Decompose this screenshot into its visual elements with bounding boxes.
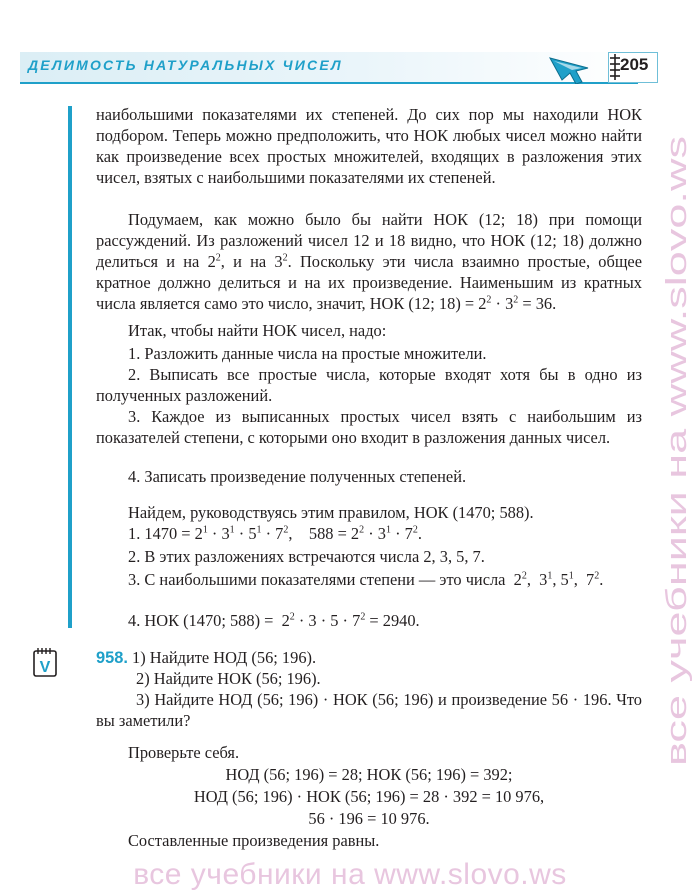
- example-step-1: 1. $1470 = 2^1 \cdot 3^1 \cdot 5^1 \cdot 7^2$, $588 = 2^2 \cdot 3^1 \cdot 7^2$.: [128, 524, 422, 543]
- example-step-2: 2. В этих разложениях встречаются числа 2, 3, 5, 7.: [128, 547, 485, 566]
- paragraph-intro: наибольшими показателями их степеней. До сих пор мы находили НОК подбором. Теперь можно предположить, что НОК любых чисел можно найти как произведение всех простых множителей, входящих в разложения этих чисел, взятых с наибольшими показателями их степеней.: [96, 105, 642, 187]
- check-line-3: 56 · 196 = 10 976.: [308, 809, 430, 828]
- paragraph-reasoning: Подумаем, как можно было бы найти НОК (12; 18) при помощи рассуждений. Из разложений чисел 12 и 18 видно, что НОК (12; 18) должно делиться и на $2^2$, и на $3^2$. Поскольку эти числа взаимно простые, общее кратное должно делиться и на их произведение. Наименьшим из кратных числа является само это число, значит, НОК (12; $18) = 2^2 \cdot 3^2 = 36$.: [96, 210, 642, 313]
- bottom-watermark: все учебники на www.slovo.ws: [133, 858, 567, 891]
- check-line-1: НОД (56; 196) = 28; НОК (56; 196) = 392;: [225, 765, 513, 784]
- exercise-task-3: 3) Найдите НОД (56; 196) · НОК (56; 196) и произведение 56 · 196. Что вы заметили?: [96, 690, 642, 730]
- example-step-3: 3. С наибольшими показателями степени — это числа $2^2$, $3^1$, $5^1$, $7^2$.: [128, 570, 604, 589]
- exercise-number: 958.: [96, 649, 128, 667]
- pointer-arrow-icon: [548, 54, 594, 84]
- rule-step-1: 1. Разложить данные числа на простые множители.: [128, 344, 487, 363]
- check-title: Проверьте себя.: [128, 743, 240, 762]
- svg-text:V: V: [39, 659, 51, 676]
- rule-step-2: 2. Выписать все простые числа, которые входят хотя бы в одно из полученных разложений.: [96, 365, 642, 405]
- page-header: [20, 52, 649, 82]
- check-line-2: НОД (56; 196) · НОК (56; 196) = 28 · 392 = 10 976,: [193, 787, 545, 806]
- conclusion: Составленные произведения равны.: [128, 831, 380, 850]
- margin-bar: [68, 106, 72, 628]
- rule-intro: Итак, чтобы найти НОК чисел, надо:: [128, 321, 387, 340]
- example-step-4: 4. НОК (1470; $588) = 2^2 \cdot 3 \cdot 5 \cdot 7^2 = 2940$.: [128, 611, 420, 630]
- rule-step-3: 3. Каждое из выписанных простых чисел взять с наибольшим из показателей степени, с которыми оно входит в разложения данных чисел.: [96, 407, 642, 447]
- exercise-task-2: 2) Найдите НОК (56; 196).: [136, 669, 321, 688]
- side-watermark-text: все учебники на www.slovo.ws: [661, 360, 693, 766]
- header-rule: [20, 82, 638, 84]
- exercise-task-1: 1) Найдите НОД (56; 196).: [132, 648, 317, 667]
- rule-step-4: 4. Записать произведение полученных степеней.: [128, 467, 467, 486]
- side-watermark: [652, 130, 698, 770]
- page-number: 205: [620, 55, 649, 74]
- exercise-958: [96, 647, 642, 669]
- chapter-title: ДЕЛИМОСТЬ НАТУРАЛЬНЫХ ЧИСЕЛ: [28, 57, 343, 73]
- example-intro: Найдем, руководствуясь этим правилом, НОК (1470; 588).: [128, 503, 534, 522]
- checklist-v-icon: [32, 647, 58, 677]
